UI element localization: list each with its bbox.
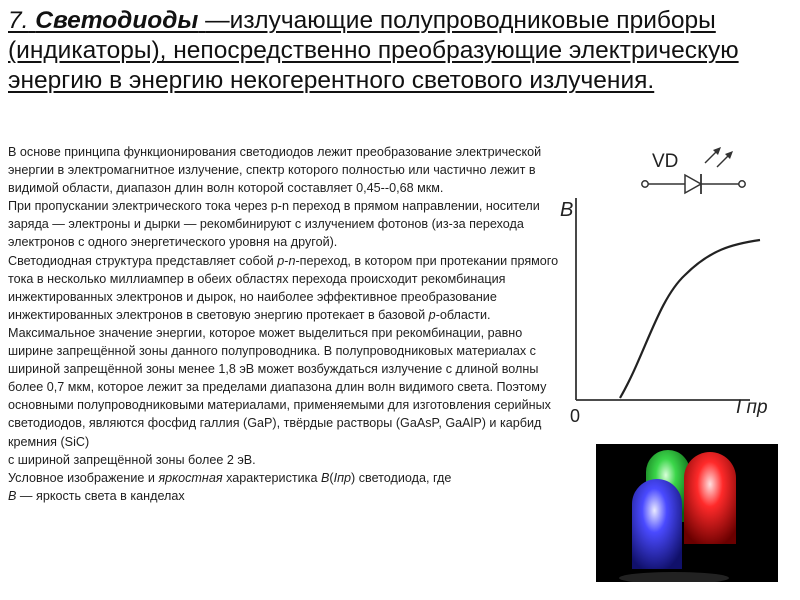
rgb-leds-photo — [596, 444, 778, 582]
terminal-right — [739, 181, 745, 187]
caption-paren: ( — [329, 470, 334, 485]
structure-text: Светодиодная структура представляет собой — [8, 253, 278, 268]
brightness-curve — [620, 240, 760, 398]
caption-brightness: яркостная — [158, 470, 223, 485]
leds-image — [596, 444, 778, 582]
red-led — [684, 452, 736, 544]
caption-text: Условное изображение и — [8, 470, 159, 485]
structure-text-3: -области. — [435, 307, 491, 322]
title-definition: —излучающие полупроводниковые приборы (индикаторы), непосредственно преобразующие электрическую энергию в энергию некогерентного светового излучения. — [8, 7, 739, 94]
caption-ipr: Iпр — [333, 470, 352, 485]
caption-text-4: — яркость света в канделах — [16, 488, 185, 503]
origin-label: 0 — [570, 406, 581, 426]
caption-text-2: характеристика — [222, 470, 321, 485]
structure-p: p — [277, 253, 285, 268]
title-number: 7. — [8, 7, 29, 34]
paragraph-principle: В основе принципа функционирования светодиодов лежит преобразование электрической энергии в электромагнитное излучение, спектр которого полностью или частично лежит в видимой области, диапазон длин волн которой составляет 0,45--0,68 мкм. — [8, 145, 542, 196]
paragraph-recombination: При пропускании электрического тока через p-n переход в прямом направлении, носители заряда — электроны и дырки — рекомбинируют с излучением фотонов (из-за перехода электронов с одного энергетического уровня на другой). — [8, 199, 540, 250]
slide-title — [8, 6, 792, 96]
y-axis-label: B — [560, 199, 574, 221]
body-text — [8, 143, 560, 505]
led-reflection — [619, 572, 729, 582]
structure-text-2: -переход, в котором при протекании прямого тока в несколько миллиампер в обеих областях перехода происходит рекомбинация инжектированных электронов и дырок, но наиболее эффективное преобразование инжектированных электронов в световую энергию протекает в базовой — [8, 253, 559, 322]
caption-b: B — [320, 470, 330, 485]
terminal-left — [642, 181, 648, 187]
paragraph-bandgap: Максимальное значение энергии, которое может выделиться при рекомбинации, равно ширине запрещённой зоны данного полупроводника. В полупроводниковых материалах с шириной запрещённой зоны менее 1,8 эВ может возбуждаться излучение с длиной волны более 0,7 мкм, которое лежит за пределами диапазона длин волн видимого света. Поэтому основными полупроводниковыми материалами, применяемыми для изготовления серийных светодиодов, являются фосфид галлия (GaP), твёрдые растворы (GaAsP, GaAlP) и карбид кремния (SiC) — [8, 325, 551, 449]
brightness-characteristic-graph — [560, 190, 790, 430]
figure-caption — [8, 469, 560, 505]
vd-label: VD — [652, 151, 679, 172]
structure-p-region: p — [428, 307, 436, 322]
structure-n: n — [288, 253, 296, 268]
paragraph-bandgap-tail: с шириной запрещённой зоны более 2 эВ. — [8, 452, 256, 467]
x-axis-label: I пр — [736, 397, 768, 418]
title-term: Светодиоды — [35, 7, 199, 34]
paragraph-structure — [8, 252, 560, 324]
caption-b-2: B — [8, 488, 17, 503]
blue-led — [632, 479, 682, 569]
caption-text-3: ) светодиода, где — [351, 470, 452, 485]
structure-dash: - — [284, 253, 289, 268]
